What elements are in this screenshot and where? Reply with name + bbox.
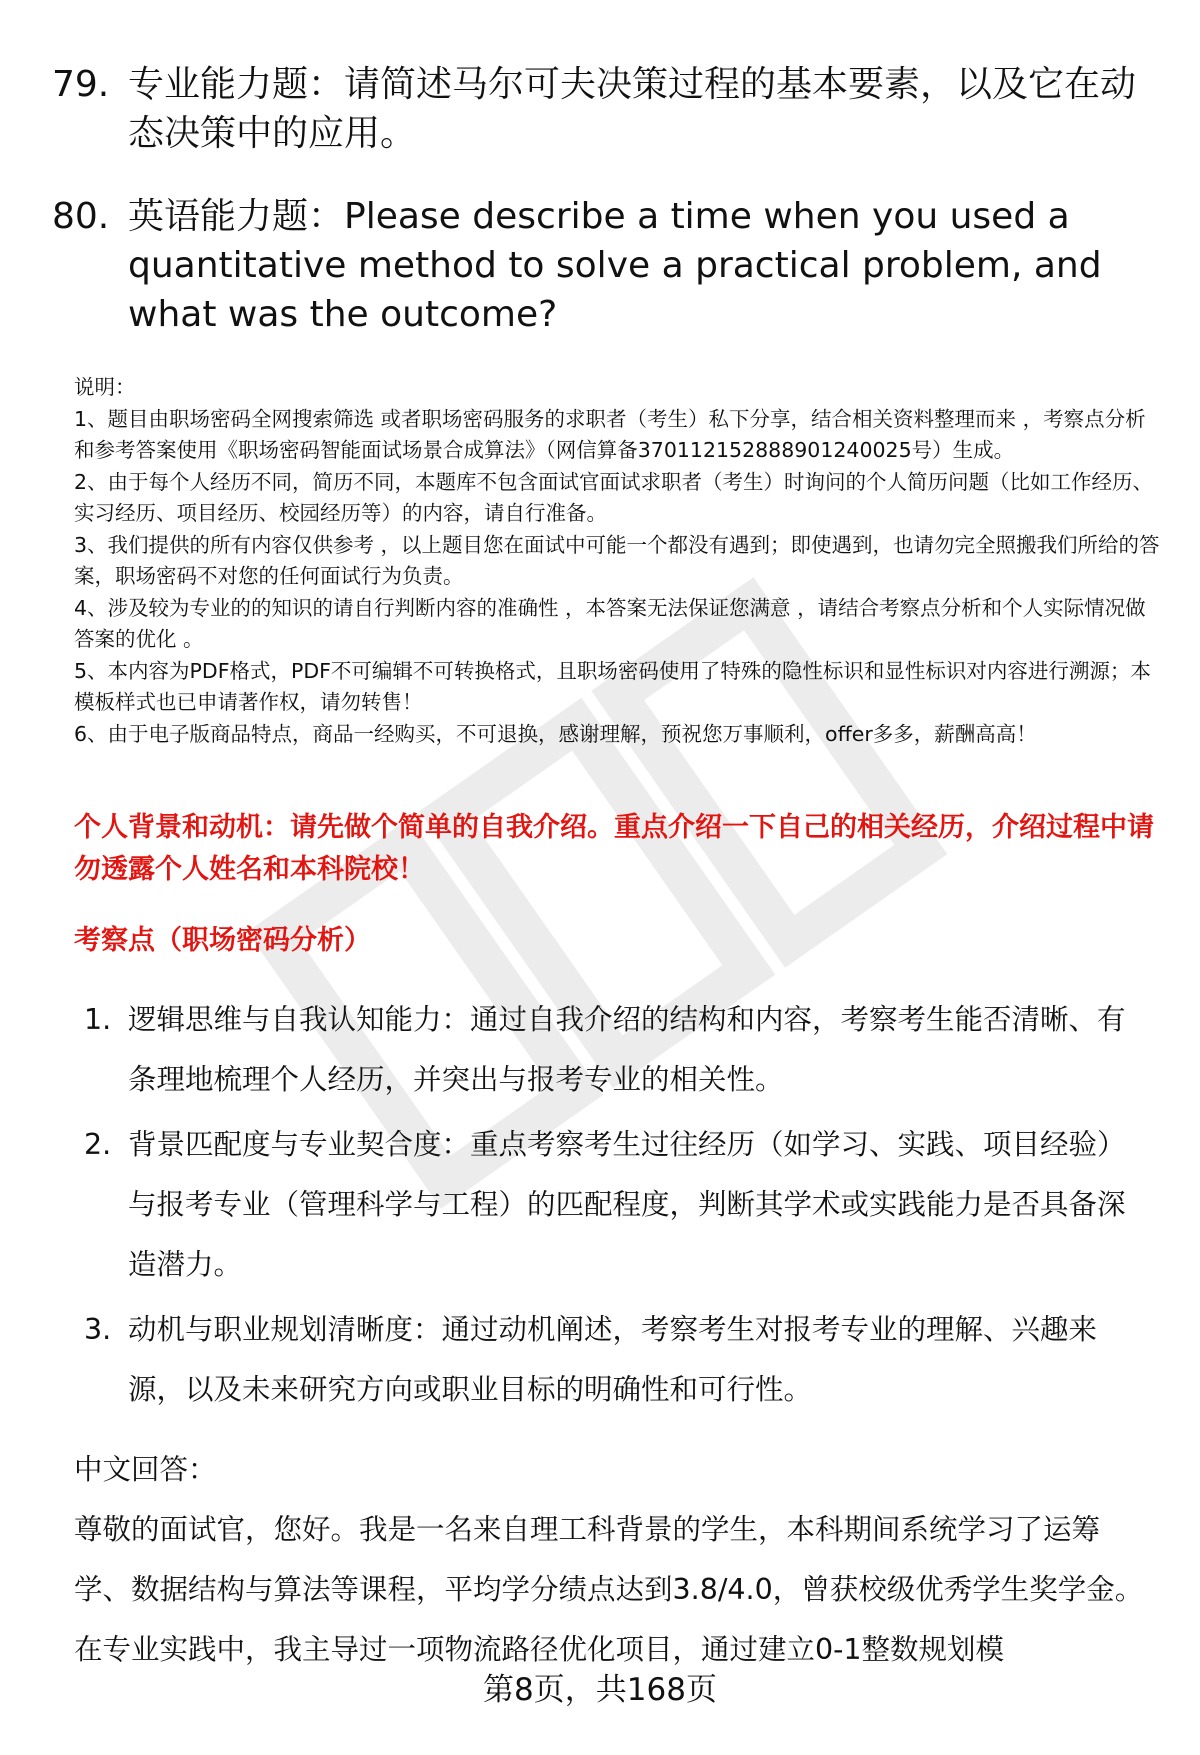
question-80 [52,192,1152,339]
notes-section [74,372,1164,750]
page-footer: 第8页，共168页 [483,1672,717,1708]
focus-point [84,1300,1144,1420]
question-text: 英语能力题：Please describe a time when you used a quantitative method to solve a practical problem, and what was the outcome? [128,196,1102,335]
focus-heading: 考察点（职场密码分析） [74,925,371,956]
question-text: 专业能力题：请简述马尔可夫决策过程的基本要素，以及它在动态决策中的应用。 [128,64,1137,154]
focus-point-text: 逻辑思维与自我认知能力：通过自我介绍的结构和内容，考察考生能否清晰、有条理地梳理个人经历，并突出与报考专业的相关性。 [128,1003,1126,1096]
background-question-heading: 个人背景和动机：请先做个简单的自我介绍。重点介绍一下自己的相关经历，介绍过程中请勿透露个人姓名和本科院校！ [74,812,1154,885]
answer-text: 尊敬的面试官，您好。我是一名来自理工科背景的学生，本科期间系统学习了运筹学、数据结构与算法等课程，平均学分绩点达到3.8/4.0，曾获校级优秀学生奖学金。在专业实践中，我主导过一项物流路径优化项目，通过建立0-1整数规划模 [74,1513,1144,1666]
note-item: 5、本内容为PDF格式，PDF不可编辑不可转换格式，且职场密码使用了特殊的隐性标识和显性标识对内容进行溯源；本模板样式也已申请著作权，请勿转售！ [74,658,1151,714]
note-item: 1、题目由职场密码全网搜索筛选 或者职场密码服务的求职者（考生）私下分享，结合相关资料整理而来 ，考察点分析和参考答案使用《职场密码智能面试场景合成算法》（网信算备370112152888901240025号）生成。 [74,406,1146,462]
question-number: 80. [52,196,110,237]
focus-point [84,1115,1144,1295]
note-item: 2、由于每个人经历不同，简历不同，本题库不包含面试官面试求职者（考生）时询问的个人简历问题（比如工作经历、实习经历、项目经历、校园经历等）的内容，请自行准备。 [74,469,1154,525]
focus-point [84,990,1144,1110]
note-item: 4、涉及较为专业的的知识的请自行判断内容的准确性 ，本答案无法保证您满意 ，请结合考察点分析和个人实际情况做答案的优化 。 [74,595,1146,651]
notes-title: 说明： [74,375,136,399]
focus-point-text: 动机与职业规划清晰度：通过动机阐述，考察考生对报考专业的理解、兴趣来源，以及未来研究方向或职业目标的明确性和可行性。 [128,1313,1098,1406]
focus-point-number: 1. [84,1003,112,1036]
question-number: 79. [52,64,110,105]
focus-point-text: 背景匹配度与专业契合度：重点考察考生过往经历（如学习、实践、项目经验）与报考专业（管理科学与工程）的匹配程度，判断其学术或实践能力是否具备深造潜力。 [128,1128,1126,1281]
note-item: 3、我们提供的所有内容仅供参考 ，以上题目您在面试中可能一个都没有遇到；即使遇到，也请勿完全照搬我们所给的答案，职场密码不对您的任何面试行为负责。 [74,532,1160,588]
focus-point-number: 2. [84,1128,112,1161]
question-79 [52,60,1152,158]
answer-label: 中文回答： [74,1453,217,1486]
note-item: 6、由于电子版商品特点，商品一经购买，不可退换，感谢理解，预祝您万事顺利，offer多多，薪酬高高！ [74,721,1037,746]
focus-point-number: 3. [84,1313,112,1346]
